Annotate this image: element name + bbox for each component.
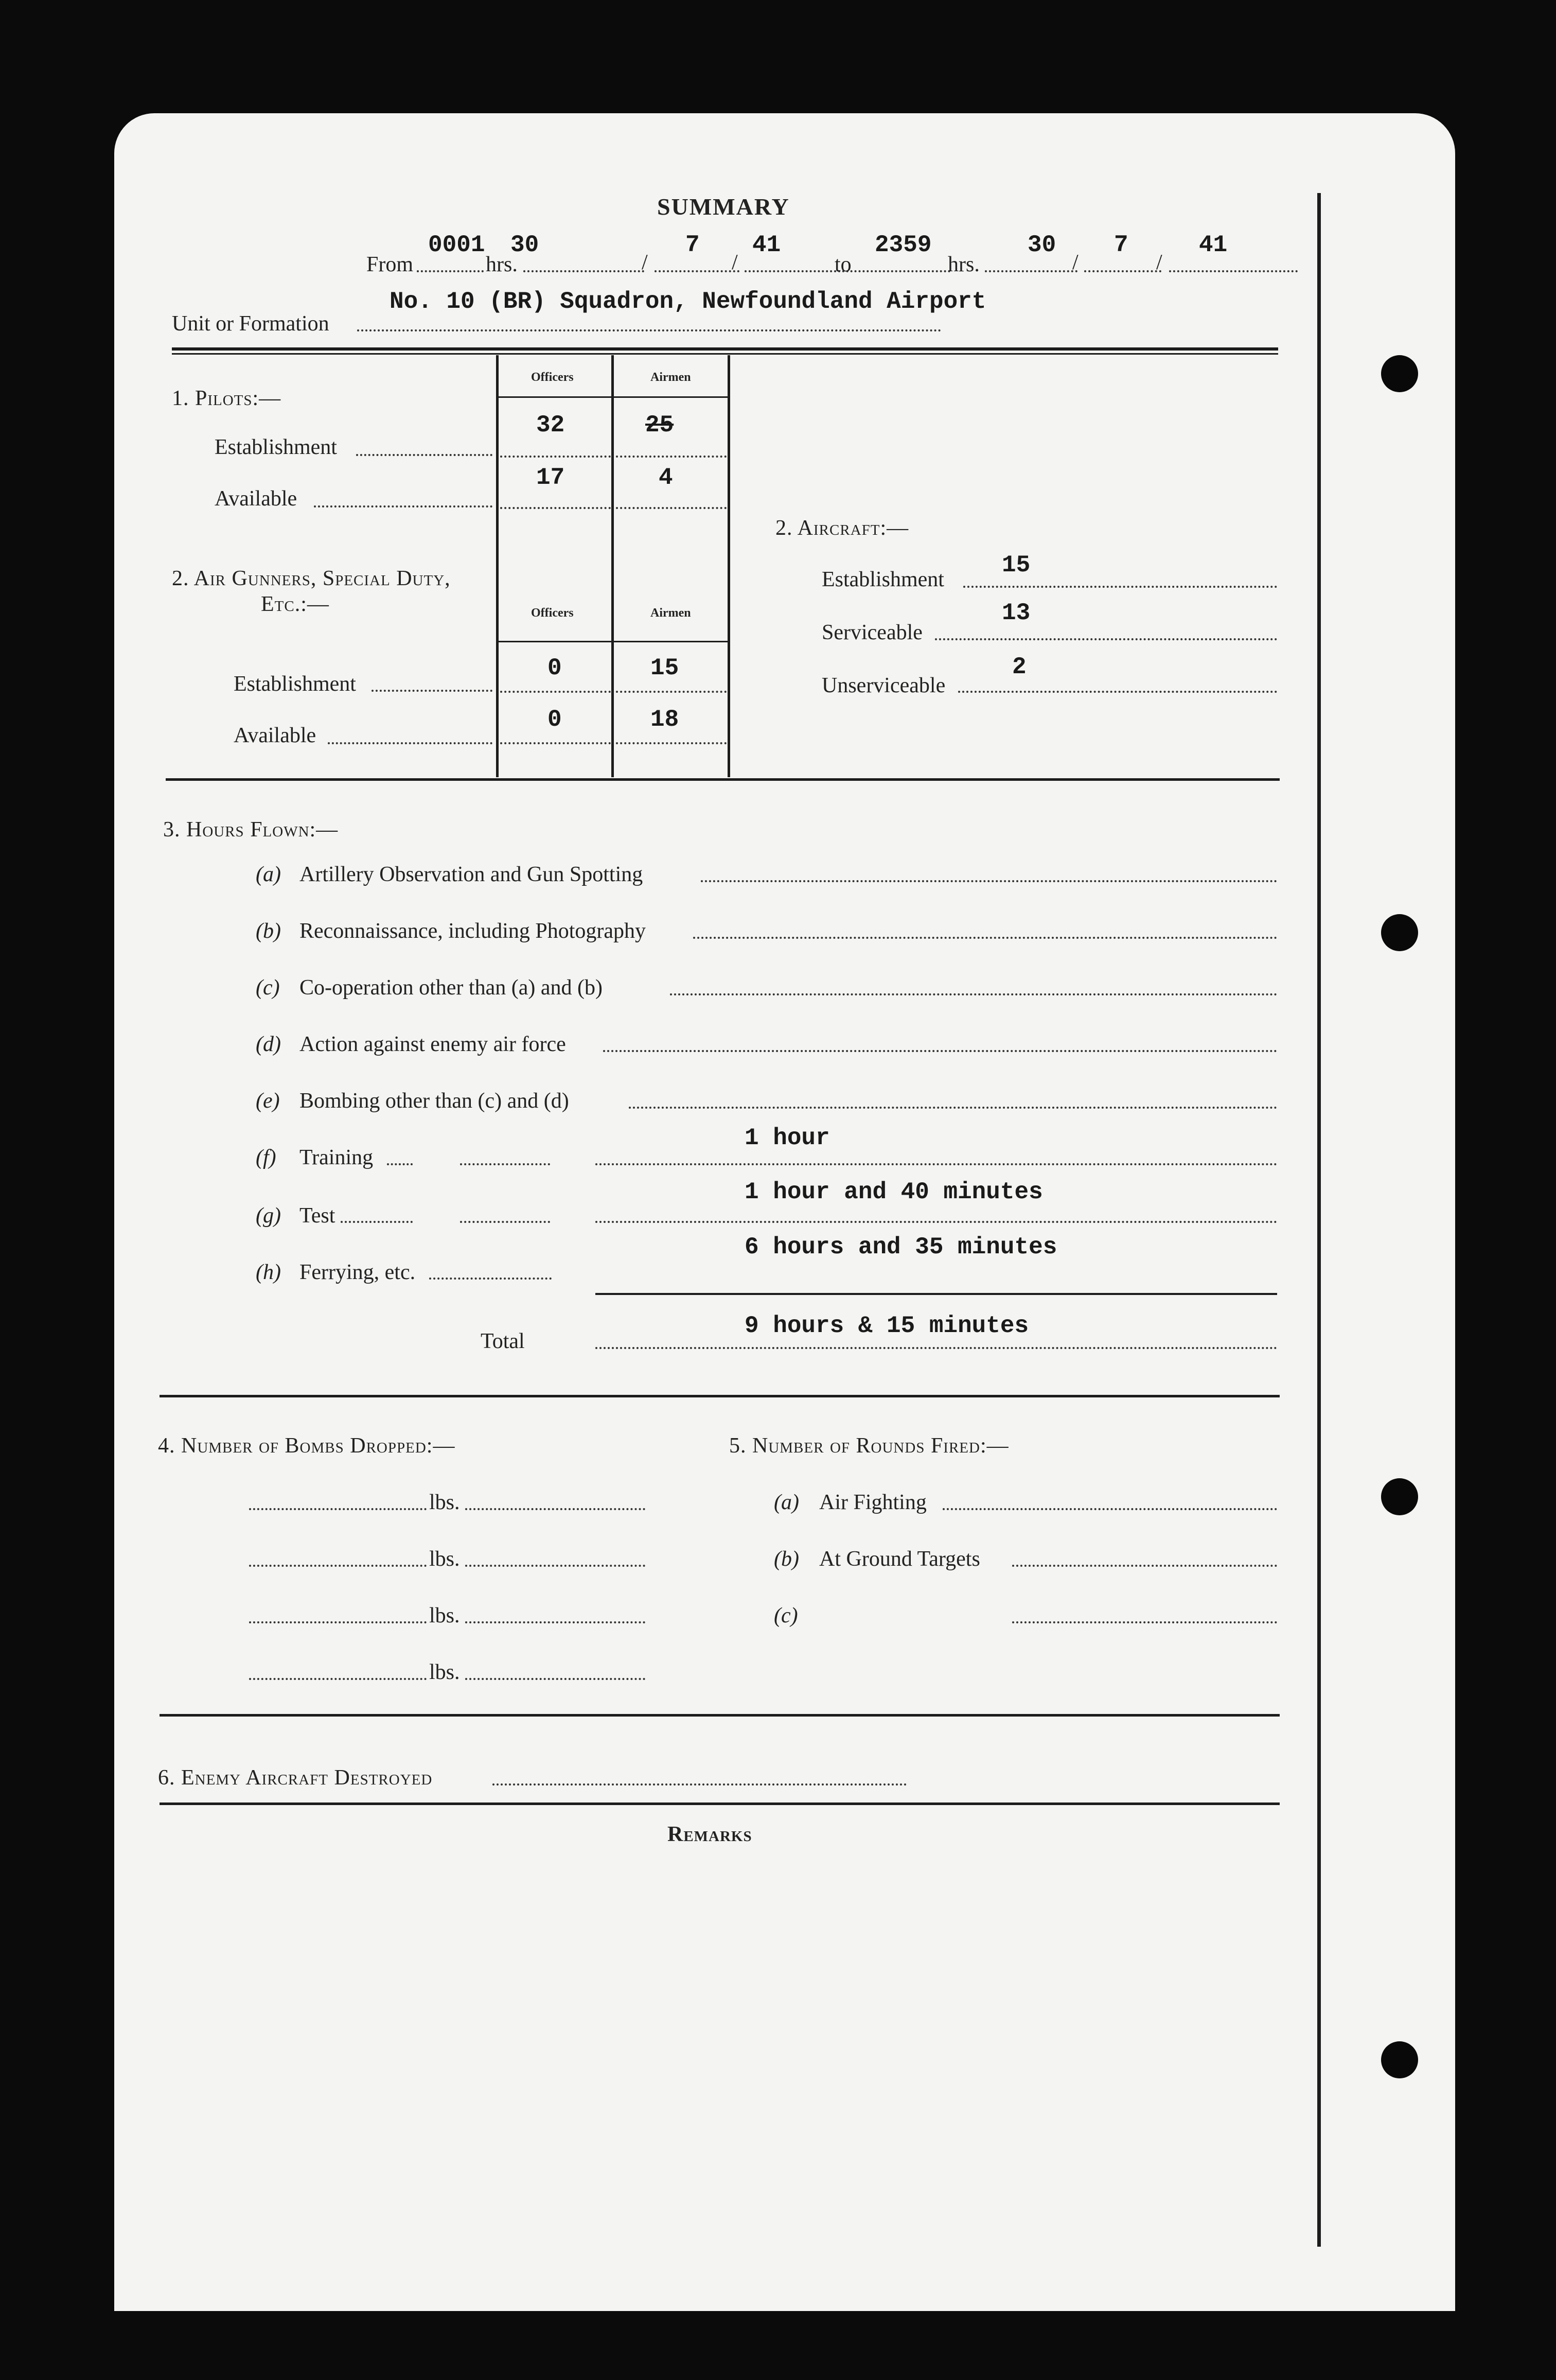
gunners-officers-header: Officers bbox=[531, 606, 574, 620]
pilots-heading: 1. Pilots:— bbox=[172, 387, 281, 410]
table-column-line bbox=[496, 355, 499, 777]
pilots-available-airmen-field[interactable] bbox=[616, 507, 727, 509]
rounds-c-letter: (c) bbox=[774, 1604, 798, 1627]
bombs-field-4[interactable] bbox=[249, 1678, 427, 1680]
gunners-establishment-label: Establishment bbox=[234, 672, 356, 696]
to-hrs-value: 2359 bbox=[875, 232, 932, 258]
hours-f-dots bbox=[460, 1163, 550, 1165]
hours-h-label: Ferrying, etc. bbox=[299, 1261, 416, 1284]
bombs-field-3[interactable] bbox=[249, 1621, 427, 1623]
hours-g-letter: (g) bbox=[256, 1204, 281, 1228]
header-rule bbox=[172, 353, 1278, 355]
bombs-field-1b[interactable] bbox=[465, 1508, 645, 1510]
hrs-label: hrs. bbox=[948, 253, 980, 276]
gunners-establishment-airmen: 15 bbox=[650, 655, 679, 681]
hours-b-label: Reconnaissance, including Photography bbox=[299, 919, 646, 943]
gunners-establishment-officers: 0 bbox=[547, 655, 562, 681]
gunners-airmen-header: Airmen bbox=[650, 606, 691, 620]
remarks-heading: Remarks bbox=[667, 1823, 752, 1846]
punch-hole bbox=[1381, 355, 1418, 392]
aircraft-serviceable-label: Serviceable bbox=[822, 621, 923, 644]
hours-h-value: 6 hours and 35 minutes bbox=[745, 1234, 1057, 1261]
hours-g-label: Test bbox=[299, 1204, 335, 1228]
aircraft-establishment-label: Establishment bbox=[822, 568, 944, 591]
bombs-field-3b[interactable] bbox=[465, 1621, 645, 1623]
from-hrs-field[interactable] bbox=[417, 270, 484, 272]
pilots-available-dots bbox=[314, 505, 492, 507]
section-rule bbox=[160, 1714, 1280, 1717]
bombs-unit-1: lbs. bbox=[429, 1491, 460, 1514]
table-column-line bbox=[728, 355, 730, 777]
hours-a-letter: (a) bbox=[256, 863, 281, 886]
hours-total-field[interactable] bbox=[595, 1347, 1277, 1349]
bombs-unit-3: lbs. bbox=[429, 1604, 460, 1627]
gunners-available-officers: 0 bbox=[547, 706, 562, 733]
aircraft-serviceable-field[interactable] bbox=[935, 638, 1277, 640]
date-separator: / bbox=[732, 251, 738, 274]
aircraft-establishment-value: 15 bbox=[1002, 552, 1031, 579]
pilots-establishment-label: Establishment bbox=[215, 435, 337, 459]
hours-flown-heading: 3. Hours Flown:— bbox=[163, 818, 339, 842]
unit-label: Unit or Formation bbox=[172, 312, 329, 336]
hours-total-label: Total bbox=[481, 1329, 525, 1353]
gunners-heading: 2. Air Gunners, Special Duty, bbox=[172, 567, 451, 590]
hours-total-value: 9 hours & 15 minutes bbox=[745, 1312, 1029, 1339]
rounds-heading: 5. Number of Rounds Fired:— bbox=[729, 1434, 1009, 1458]
pilots-establishment-dots bbox=[356, 454, 492, 456]
pilots-establishment-officers: 32 bbox=[536, 412, 565, 439]
total-rule bbox=[595, 1293, 1277, 1295]
gunners-available-airmen-field[interactable] bbox=[616, 742, 727, 744]
pilots-available-officers-field[interactable] bbox=[500, 507, 611, 509]
bombs-field-2b[interactable] bbox=[465, 1565, 645, 1567]
to-day-value: 30 bbox=[1028, 232, 1056, 258]
pilots-airmen-header: Airmen bbox=[650, 371, 691, 384]
rounds-c-field[interactable] bbox=[1012, 1621, 1277, 1623]
hours-a-field[interactable] bbox=[701, 880, 1277, 882]
bombs-field-4b[interactable] bbox=[465, 1678, 645, 1680]
rounds-b-label: At Ground Targets bbox=[819, 1547, 980, 1571]
enemy-aircraft-field[interactable] bbox=[492, 1783, 907, 1786]
table-row-line bbox=[496, 396, 730, 398]
hours-d-field[interactable] bbox=[603, 1050, 1277, 1052]
table-row-line bbox=[496, 641, 730, 642]
from-hrs-value: 0001 bbox=[428, 232, 485, 258]
unit-field[interactable] bbox=[357, 329, 941, 331]
hours-b-letter: (b) bbox=[256, 919, 281, 943]
gunners-available-label: Available bbox=[234, 724, 316, 747]
hours-g-field[interactable] bbox=[595, 1221, 1277, 1223]
aircraft-establishment-field[interactable] bbox=[963, 586, 1277, 588]
gunners-establishment-officers-field[interactable] bbox=[500, 691, 611, 693]
rounds-a-field[interactable] bbox=[943, 1508, 1277, 1510]
punch-hole bbox=[1381, 2041, 1418, 2078]
hours-g-dots bbox=[341, 1221, 413, 1223]
pilots-available-airmen: 4 bbox=[659, 464, 673, 491]
section-rule bbox=[166, 778, 1280, 781]
rounds-b-letter: (b) bbox=[774, 1547, 799, 1571]
aircraft-unserviceable-value: 2 bbox=[1012, 654, 1027, 680]
rounds-a-label: Air Fighting bbox=[819, 1491, 927, 1514]
punch-hole bbox=[1381, 914, 1418, 951]
from-label: From bbox=[366, 253, 414, 276]
remarks-area[interactable] bbox=[166, 1858, 1272, 2280]
page-title: SUMMARY bbox=[657, 194, 790, 220]
from-year-value: 41 bbox=[752, 232, 781, 258]
pilots-available-officers: 17 bbox=[536, 464, 565, 491]
pilots-establishment-airmen-field[interactable] bbox=[616, 456, 727, 458]
hours-h-letter: (h) bbox=[256, 1261, 281, 1284]
hours-e-label: Bombing other than (c) and (d) bbox=[299, 1089, 569, 1113]
aircraft-unserviceable-label: Unserviceable bbox=[822, 674, 946, 697]
hours-a-label: Artillery Observation and Gun Spotting bbox=[299, 863, 643, 886]
hours-h-dots bbox=[429, 1277, 552, 1280]
rounds-a-letter: (a) bbox=[774, 1491, 799, 1514]
hours-f-field[interactable] bbox=[595, 1163, 1277, 1165]
gunners-available-officers-field[interactable] bbox=[500, 742, 611, 744]
hours-g-dots bbox=[460, 1221, 550, 1223]
date-separator: / bbox=[1156, 251, 1162, 274]
unit-value: No. 10 (BR) Squadron, Newfoundland Airport bbox=[390, 288, 986, 315]
date-separator: / bbox=[642, 251, 648, 274]
pilots-establishment-airmen: 25 bbox=[645, 412, 674, 439]
gunners-establishment-dots bbox=[372, 690, 492, 692]
hours-c-field[interactable] bbox=[670, 993, 1277, 995]
table-column-line bbox=[611, 355, 614, 777]
section-rule bbox=[160, 1802, 1280, 1805]
hours-g-value: 1 hour and 40 minutes bbox=[745, 1179, 1043, 1205]
pilots-establishment-officers-field[interactable] bbox=[500, 456, 611, 458]
hours-e-field[interactable] bbox=[629, 1107, 1277, 1109]
hours-f-dots bbox=[387, 1163, 413, 1165]
from-month-value: 7 bbox=[685, 232, 700, 258]
to-month-field[interactable] bbox=[1084, 270, 1161, 272]
hours-e-letter: (e) bbox=[256, 1089, 280, 1113]
hours-f-letter: (f) bbox=[256, 1146, 276, 1169]
section-rule bbox=[160, 1395, 1280, 1397]
gunners-available-airmen: 18 bbox=[650, 706, 679, 733]
pilots-officers-header: Officers bbox=[531, 371, 574, 384]
to-year-field[interactable] bbox=[1169, 270, 1298, 272]
right-border-line bbox=[1317, 193, 1321, 2247]
bombs-unit-4: lbs. bbox=[429, 1660, 460, 1684]
bombs-unit-2: lbs. bbox=[429, 1547, 460, 1571]
hours-b-field[interactable] bbox=[693, 937, 1277, 939]
from-month-field[interactable] bbox=[655, 270, 739, 272]
to-year-value: 41 bbox=[1199, 232, 1228, 258]
pilots-available-label: Available bbox=[215, 487, 297, 511]
gunners-establishment-airmen-field[interactable] bbox=[616, 691, 727, 693]
hours-d-label: Action against enemy air force bbox=[299, 1032, 566, 1056]
rounds-b-field[interactable] bbox=[1012, 1565, 1277, 1567]
hrs-label: hrs. bbox=[486, 253, 518, 276]
hours-f-value: 1 hour bbox=[745, 1125, 830, 1151]
date-separator: / bbox=[1072, 251, 1078, 274]
bombs-field-1[interactable] bbox=[249, 1508, 427, 1510]
to-month-value: 7 bbox=[1114, 232, 1128, 258]
bombs-field-2[interactable] bbox=[249, 1565, 427, 1567]
aircraft-serviceable-value: 13 bbox=[1002, 600, 1031, 626]
hours-f-label: Training bbox=[299, 1146, 374, 1169]
hours-d-letter: (d) bbox=[256, 1032, 281, 1056]
to-label: to bbox=[835, 253, 852, 276]
gunners-available-dots bbox=[328, 742, 492, 744]
to-day-field[interactable] bbox=[985, 270, 1077, 272]
punch-hole bbox=[1381, 1478, 1418, 1515]
aircraft-heading: 2. Aircraft:— bbox=[775, 516, 909, 540]
from-day-field[interactable] bbox=[523, 270, 644, 272]
form-sheet bbox=[114, 113, 1455, 2311]
hours-c-label: Co-operation other than (a) and (b) bbox=[299, 976, 603, 1000]
header-rule bbox=[172, 347, 1278, 351]
enemy-aircraft-heading: 6. Enemy Aircraft Destroyed bbox=[158, 1766, 433, 1790]
bombs-heading: 4. Number of Bombs Dropped:— bbox=[158, 1434, 455, 1458]
gunners-heading-line2: Etc.:— bbox=[261, 592, 329, 616]
hours-c-letter: (c) bbox=[256, 976, 280, 1000]
from-day-value: 30 bbox=[510, 232, 539, 258]
aircraft-unserviceable-field[interactable] bbox=[958, 691, 1277, 693]
